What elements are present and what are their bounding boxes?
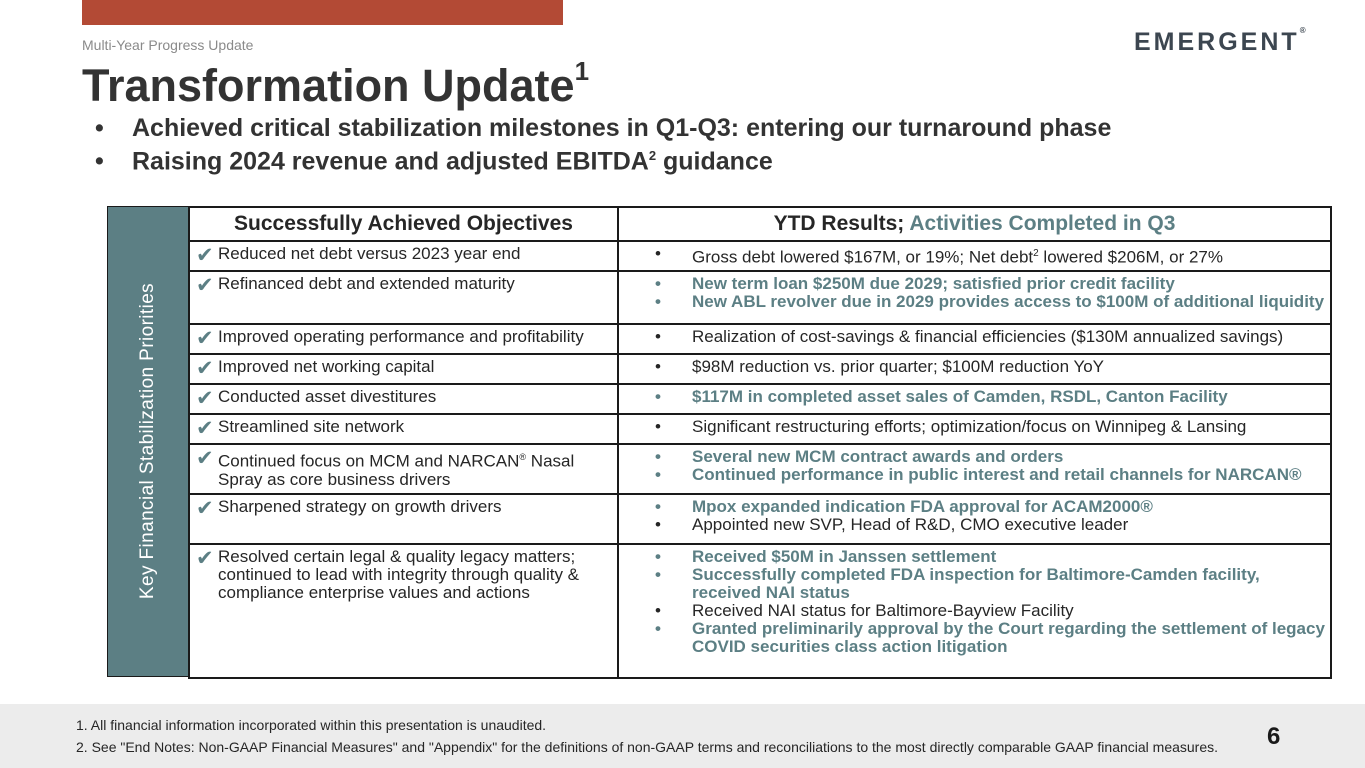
check-icon: ✔ bbox=[196, 274, 214, 297]
footer-band bbox=[0, 704, 1365, 768]
objective-cell bbox=[189, 544, 618, 678]
results-cell bbox=[618, 324, 1331, 354]
result-item bbox=[655, 466, 1330, 484]
emergent-logo bbox=[1134, 28, 1306, 57]
top-accent-bar bbox=[82, 0, 563, 25]
check-icon: ✔ bbox=[196, 417, 214, 440]
check-icon: ✔ bbox=[196, 357, 214, 380]
objective-text: Refinanced debt and extended maturity bbox=[218, 274, 515, 293]
footnote-2: 2. See "End Notes: Non-GAAP Financial Measures" and "Appendix" for the definitions of non-GAAP terms and reconciliations to the most directly comparable GAAP financial measures. bbox=[76, 739, 1219, 755]
section-label: Multi-Year Progress Update bbox=[82, 37, 254, 53]
objective-text: Sharpened strategy on growth drivers bbox=[218, 497, 502, 516]
objective-cell bbox=[189, 241, 618, 271]
result-text: New ABL revolver due in 2029 provides access to $100M of additional liquidity bbox=[692, 292, 1325, 311]
result-item bbox=[655, 388, 1330, 406]
table-row bbox=[189, 414, 1331, 444]
objective-text-after: Nasal Spray as core business drivers bbox=[218, 451, 575, 489]
objective-cell bbox=[189, 324, 618, 354]
bullet-icon: • bbox=[655, 601, 661, 620]
result-item bbox=[655, 418, 1330, 436]
logo-text: EMERGENT bbox=[1134, 28, 1300, 56]
result-text: Mpox expanded indication FDA approval for ACAM2000® bbox=[692, 497, 1153, 516]
bullet-icon: • bbox=[655, 387, 661, 406]
headline-item bbox=[95, 142, 1111, 175]
bullet-icon: • bbox=[655, 515, 661, 534]
table-row bbox=[189, 271, 1331, 324]
results-column-header bbox=[618, 207, 1331, 241]
result-item bbox=[655, 498, 1330, 516]
result-item bbox=[655, 448, 1330, 466]
result-item bbox=[655, 566, 1330, 602]
table-row bbox=[189, 494, 1331, 544]
headline-item bbox=[95, 114, 1111, 142]
table-row bbox=[189, 324, 1331, 354]
results-cell bbox=[618, 414, 1331, 444]
result-text: $117M in completed asset sales of Camden, RSDL, Canton Facility bbox=[692, 387, 1228, 406]
table-row bbox=[189, 354, 1331, 384]
priorities-side-label: Key Financial Stabilization Priorities bbox=[137, 282, 158, 600]
objectives-table bbox=[188, 206, 1332, 679]
results-cell bbox=[618, 544, 1331, 678]
footnote-1: 1. All financial information incorporated within this presentation is unaudited. bbox=[76, 717, 547, 733]
results-cell bbox=[618, 444, 1331, 494]
check-icon: ✔ bbox=[196, 447, 214, 470]
headline-list bbox=[95, 114, 1111, 175]
headline-text-after: guidance bbox=[656, 147, 773, 176]
bullet-icon: • bbox=[655, 565, 661, 584]
page-title bbox=[82, 56, 590, 112]
results-cell bbox=[618, 271, 1331, 324]
objectives-column-header: Successfully Achieved Objectives bbox=[189, 207, 618, 241]
headline-footnote-ref: 2 bbox=[648, 148, 657, 163]
table-row bbox=[189, 241, 1331, 271]
page-number: 6 bbox=[1267, 723, 1281, 750]
headline-text: Raising 2024 revenue and adjusted EBITDA bbox=[132, 147, 649, 176]
page-title-text: Transformation Update bbox=[82, 60, 575, 111]
objective-text-start: Continued focus on MCM and NARCAN bbox=[218, 451, 520, 471]
objective-cell bbox=[189, 384, 618, 414]
check-icon: ✔ bbox=[196, 497, 214, 520]
bullet-icon: • bbox=[655, 417, 661, 436]
objective-text: Improved operating performance and profitability bbox=[218, 327, 584, 346]
page-title-footnote-ref: 1 bbox=[574, 56, 590, 86]
objective-text: Conducted asset divestitures bbox=[218, 387, 437, 406]
objective-text bbox=[218, 448, 617, 489]
result-text: Realization of cost-savings & financial efficiencies ($130M annualized savings) bbox=[692, 327, 1284, 346]
result-item bbox=[655, 275, 1330, 293]
objective-text: Improved net working capital bbox=[218, 357, 435, 376]
result-text: Several new MCM contract awards and orders bbox=[692, 447, 1064, 466]
objective-cell bbox=[189, 444, 618, 494]
result-text: Significant restructuring efforts; optimization/focus on Winnipeg & Lansing bbox=[692, 417, 1247, 436]
results-cell bbox=[618, 494, 1331, 544]
results-header-text: YTD Results; bbox=[773, 212, 910, 235]
results-cell bbox=[618, 241, 1331, 271]
bullet-icon: • bbox=[655, 497, 661, 516]
result-footnote-ref: 2 bbox=[1033, 248, 1039, 259]
headline-text: Achieved critical stabilization milestones in Q1-Q3: entering our turnaround phase bbox=[132, 114, 1112, 142]
bullet-icon: • bbox=[655, 244, 661, 263]
objective-cell bbox=[189, 354, 618, 384]
results-header-q3: Activities Completed in Q3 bbox=[909, 212, 1176, 235]
results-cell bbox=[618, 354, 1331, 384]
check-icon: ✔ bbox=[196, 387, 214, 410]
result-item bbox=[655, 245, 1330, 267]
logo-registered-mark: ® bbox=[1299, 26, 1306, 35]
table-row bbox=[189, 444, 1331, 494]
bullet-icon: • bbox=[655, 447, 661, 466]
result-text: Received NAI status for Baltimore-Bayview Facility bbox=[692, 601, 1074, 620]
result-text: Granted preliminarily approval by the Court regarding the settlement of legacy COVID securities class action litigation bbox=[692, 619, 1325, 656]
result-text: New term loan $250M due 2029; satisfied prior credit facility bbox=[692, 274, 1175, 293]
bullet-icon: • bbox=[655, 547, 661, 566]
objective-cell bbox=[189, 414, 618, 444]
objective-cell bbox=[189, 494, 618, 544]
result-text: Appointed new SVP, Head of R&D, CMO executive leader bbox=[692, 515, 1129, 534]
bullet-icon: • bbox=[95, 114, 104, 142]
bullet-icon: • bbox=[655, 327, 661, 346]
result-text: Received $50M in Janssen settlement bbox=[692, 547, 997, 566]
bullet-icon: • bbox=[655, 292, 661, 311]
objective-text: Resolved certain legal & quality legacy matters; continued to lead with integrity through quality & compliance enterprise values and actions bbox=[218, 547, 580, 602]
result-item bbox=[655, 548, 1330, 566]
result-item bbox=[655, 358, 1330, 376]
result-text: Continued performance in public interest and retail channels for NARCAN® bbox=[692, 465, 1302, 484]
results-cell bbox=[618, 384, 1331, 414]
result-item bbox=[655, 602, 1330, 620]
bullet-icon: • bbox=[655, 357, 661, 376]
bullet-icon: • bbox=[95, 147, 104, 176]
result-text: Gross debt lowered $167M, or 19%; Net debt bbox=[692, 247, 1034, 267]
check-icon: ✔ bbox=[196, 547, 214, 570]
objective-text: Streamlined site network bbox=[218, 417, 405, 436]
result-text-after: lowered $206M, or 27% bbox=[1038, 247, 1223, 267]
objective-cell bbox=[189, 271, 618, 324]
table-row bbox=[189, 384, 1331, 414]
table-header-row bbox=[189, 207, 1331, 241]
result-text: $98M reduction vs. prior quarter; $100M reduction YoY bbox=[692, 357, 1105, 376]
result-item bbox=[655, 293, 1330, 311]
bullet-icon: • bbox=[655, 619, 661, 638]
objective-text: Reduced net debt versus 2023 year end bbox=[218, 244, 521, 263]
check-icon: ✔ bbox=[196, 327, 214, 350]
bullet-icon: • bbox=[655, 274, 661, 293]
result-item bbox=[655, 620, 1330, 656]
result-text: Successfully completed FDA inspection for Baltimore-Camden facility, received NAI status bbox=[692, 565, 1260, 602]
table-row bbox=[189, 544, 1331, 678]
bullet-icon: • bbox=[655, 465, 661, 484]
check-icon: ✔ bbox=[196, 244, 214, 267]
result-item bbox=[655, 328, 1330, 346]
registered-mark: ® bbox=[519, 452, 527, 462]
result-item bbox=[655, 516, 1330, 534]
